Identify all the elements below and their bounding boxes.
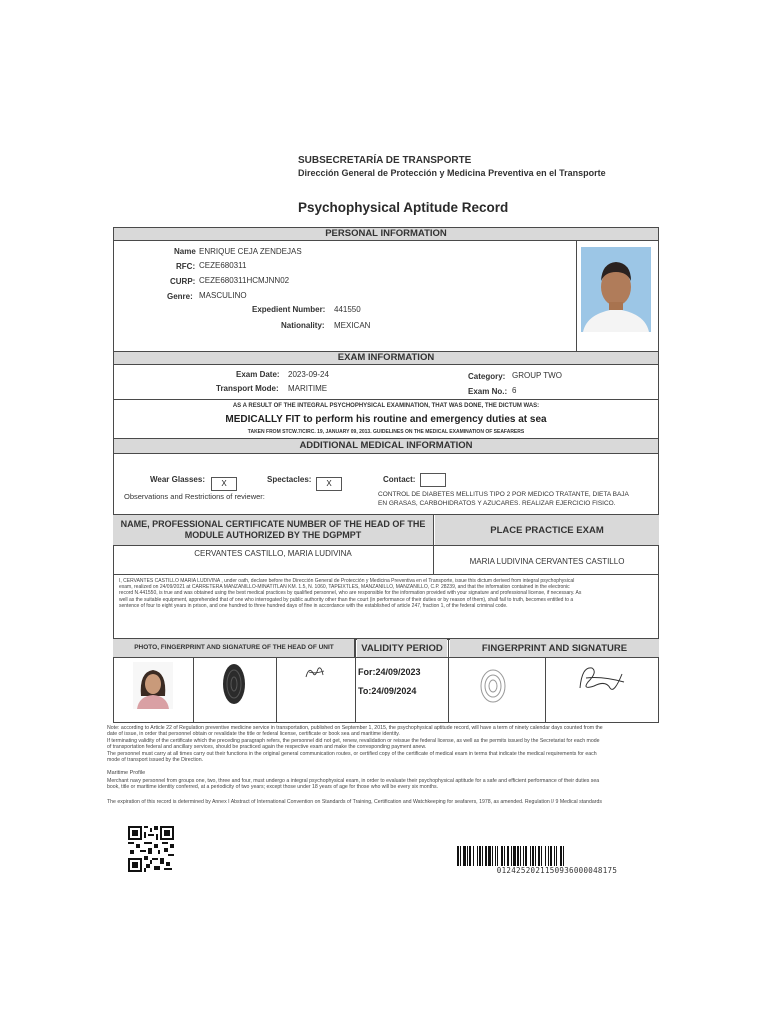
divider — [113, 657, 659, 658]
place-title: PLACE PRACTICE EXAM — [490, 525, 604, 536]
curp-value: CEZE680311HCMJNN02 — [199, 276, 290, 285]
dictum: MEDICALLY FIT to perform his routine and emergency duties at sea — [225, 414, 547, 425]
spectacles-label: Spectacles: — [267, 475, 312, 484]
divider — [448, 639, 449, 723]
qr-code — [128, 826, 174, 872]
medical-section-header: ADDITIONAL MEDICAL INFORMATION — [113, 438, 659, 454]
declaration-line: I, CERVANTES CASTILLO MARIA LUDIVINA , under oath, declare before the Dirección General de Protección y Medicina Preventiva en el Transporte, issue this dictum derived from integral psychophysical — [119, 578, 575, 584]
validity-from: For:24/09/2023 — [358, 667, 421, 677]
nationality-label: Nationality: — [281, 321, 325, 330]
exam-no-value: 6 — [512, 386, 517, 395]
maritime-line: Merchant navy personnel from groups one, two, three and four, must undergo a integral psychophysical exam, in order to evaluate their psychophysical aptitude for a safe and efficient performance of their duties sea — [107, 778, 600, 784]
category-value: GROUP TWO — [512, 371, 562, 380]
fingerprint-icon — [221, 662, 247, 706]
barcode-number: 012425202115093600004817​5 — [496, 866, 618, 875]
validity-title: VALIDITY PERIOD — [361, 643, 443, 654]
result-statement: AS A RESULT OF THE INTEGRAL PSYCHOPHYSICAL EXAMINATION, THAT WAS DONE, THE DICTUM WAS: — [232, 403, 540, 409]
applicant-fingerprint — [478, 667, 508, 705]
declaration-text — [119, 578, 655, 609]
note-line: mode of transport issued by the Direction. — [107, 757, 204, 764]
observations-line-1: CONTROL DE DIABETES MELLITUS TIPO 2 POR MEDICO TRATANTE, DIETA BAJA — [378, 491, 629, 498]
agency-name: SUBSECRETARÍA DE TRANSPORTE — [298, 155, 472, 166]
note-line: The personnel must carry at all times carry out their functions in the original general communication routes, or certified copy of the certificate of medical exam in terms that indicate the medical requirements for each — [107, 750, 597, 757]
wear-glasses-label: Wear Glasses: — [150, 475, 205, 484]
genre-value: MASCULINO — [199, 291, 247, 300]
maritime-profile-title: Maritime Profile — [107, 770, 146, 776]
document-title: Psychophysical Aptitude Record — [298, 200, 509, 215]
rfc-label: RFC: — [176, 262, 196, 271]
observations-label: Observations and Restrictions of reviewer: — [124, 492, 265, 501]
head-title-line-1: NAME, PROFESSIONAL CERTIFICATE NUMBER OF THE HEAD OF THE — [120, 519, 426, 529]
fingerprint-icon — [478, 667, 508, 705]
head-name: CERVANTES CASTILLO, MARIA LUDIVINA — [194, 549, 352, 558]
barcode-icon — [456, 846, 658, 866]
signature-icon — [572, 660, 628, 698]
genre-label: Genre: — [167, 292, 193, 301]
exam-date-value: 2023-09-24 — [288, 370, 329, 379]
person-photo-icon — [133, 662, 173, 709]
transport-mode-label: Transport Mode: — [216, 384, 279, 393]
divider — [355, 639, 356, 723]
divider — [545, 657, 546, 723]
head-title-line-2: MODULE AUTHORIZED BY THE DGPMPT — [184, 530, 362, 540]
transport-mode-value: MARITIME — [288, 384, 328, 393]
divider — [113, 545, 659, 546]
qr-code-icon — [128, 826, 174, 872]
maritime-profile-text — [107, 778, 662, 791]
signature-icon — [303, 663, 327, 683]
directorate-name: Dirección General de Protección y Medicina Preventiva en el Transporte — [298, 168, 606, 178]
unit-title: PHOTO, FINGERPRINT AND SIGNATURE OF THE HEAD OF UNIT — [134, 644, 334, 651]
divider — [576, 241, 577, 351]
divider — [113, 574, 659, 575]
place-name: MARIA LUDIVINA CERVANTES CASTILLO — [469, 557, 625, 566]
exam-no-label: Exam No.: — [468, 387, 508, 396]
head-of-unit-fingerprint — [221, 662, 247, 706]
rfc-value: CEZE680311 — [199, 261, 247, 270]
divider — [193, 657, 194, 723]
name-value: ENRIQUE CEJA ZENDEJAS — [199, 247, 302, 256]
divider — [113, 399, 659, 400]
stcw-reference: TAKEN FROM STCW.7/CIRC. 19, JANUARY 09, 2013. GUIDELINES ON THE MEDICAL EXAMINATION OF SEAFARERS — [247, 429, 525, 435]
category-label: Category: — [468, 372, 506, 381]
declaration-line: exam, realized on 24/09/2021 at CARRETERA MANZANILLO-MINATITLAN KM. 1.5, N. 1060, TAPEIXTLES, MANZANILLO, MANZANILLO, C.P. 28239, and that the information contained in the electronic — [119, 584, 570, 591]
declaration-line: record N.441550, is true and was obtained using the best medical practices by qualified personnel, who are responsible for the information provided with your signature and professional license, if necessary. As — [119, 590, 582, 597]
declaration-line: well as the suitable equipment, apprehended that of one who interrogated by public authority other than the court (in performance of their duties or by reason of them), shall fail to truth, becomes entitled to a — [119, 596, 574, 603]
nationality-value: MEXICAN — [334, 321, 371, 330]
barcode — [456, 846, 658, 866]
spectacles-checkbox: X — [316, 473, 342, 491]
applicant-photo — [581, 247, 651, 332]
expedient-value: 441550 — [334, 305, 361, 314]
contact-checkbox — [420, 473, 446, 492]
personal-section-header: PERSONAL INFORMATION — [113, 227, 659, 241]
contact-label: Contact: — [383, 475, 416, 484]
divider — [276, 657, 277, 723]
validity-to: To:24/09/2024 — [358, 686, 417, 696]
note-line: date of issue, in order that personnel obtain or revalidate the title or federal license, certificate or book sea and maritime identity. — [107, 731, 400, 738]
legal-note — [107, 725, 662, 763]
head-of-unit-signature — [303, 663, 327, 683]
name-label: Name — [174, 247, 196, 256]
maritime-line: book, title or maritime identity conferred, at a periodicity of two years; except those under 18 years of age for those who will be every six months. — [107, 784, 439, 791]
curp-label: CURP: — [170, 277, 196, 286]
exam-section-header: EXAM INFORMATION — [113, 351, 659, 365]
exam-date-label: Exam Date: — [236, 370, 280, 379]
note-line: Note: according to Article 22 of Regulation preventive medicine service in transportation, published on September 1, 2015, the psychophysical aptitude record, will have a term of ninety calendar days counted from the — [107, 725, 603, 731]
declaration-line: sentence of four to eight years in prison, and one hundred to three hundred days of fine in accordance with the established of article 247, fraction 1, of the federal criminal code. — [119, 602, 508, 609]
observations-line-2: EN GRASAS, CARBOHIDRATOS Y AZUCARES. REALIZAR EJERCICIO FISICO. — [378, 500, 616, 507]
wear-glasses-checkbox: X — [211, 473, 237, 491]
note-line: of transportation federal and ancillary services, should be practiced again the respective exam and make the corresponding payment anew. — [107, 744, 427, 751]
expedient-label: Expedient Number: — [252, 305, 326, 314]
fingerprint-title: FINGERPRINT AND SIGNATURE — [481, 643, 628, 654]
expiration-note: The expiration of this record is determined by Annex I Abstract of International Convention on Standards of Training, Certification and Watchkeeping for seafarers, 1978, as amended. Regulation I/ 9 Medical standards — [107, 799, 602, 805]
note-line: If terminating validity of the certificate which the preceding paragraph refers, the personnel did not get, renew, revalidation or reissue the federal license, as well as the permits issued by the Secretariat for each mode — [107, 737, 600, 744]
person-photo-icon — [581, 247, 651, 332]
head-of-unit-photo — [133, 662, 173, 709]
applicant-signature — [572, 660, 628, 698]
